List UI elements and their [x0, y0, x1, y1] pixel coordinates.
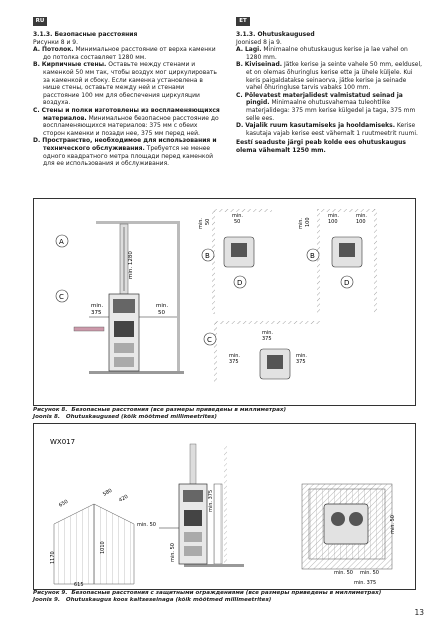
svg-text:min.: min. — [156, 303, 169, 309]
svg-text:min.: min. — [328, 213, 340, 219]
svg-text:100: 100 — [328, 219, 338, 225]
dim-min-375-left: min. — [91, 303, 104, 309]
ru-item-b: B. Кирпичные стены. Оставьте между стенами и каменкой 50 мм так, чтобы воздух мог циркулировать за каменкой и сбоку. Если каменка установлена в нише стены, оставьте между ней и стенами расстояние 100 мм для обеспечения циркуляции воздуха. — [33, 61, 217, 107]
label-B-2: B — [310, 252, 315, 260]
lang-tag-ru: RU — [33, 17, 47, 26]
figure-9 — [33, 423, 416, 590]
floor — [89, 371, 184, 374]
label-C-side: C — [59, 293, 64, 301]
svg-text:min.: min. — [296, 353, 308, 359]
dim-375-left: 375 — [91, 310, 102, 316]
dim-min-50-side: min. 50 — [137, 522, 156, 528]
ru-item-c: C. Стены и полки изготовлены из воспламеняющихся материалов. Минимальное безопасное расстояние до воспламеняющихся материалов: 375 мм с обеих сторон каменки и позади нее, 375 мм перед ней. — [33, 106, 220, 137]
dim-50-right: 50 — [158, 310, 165, 316]
figure-8-drawing — [34, 199, 415, 405]
ceiling — [96, 221, 180, 224]
figure-9-drawing — [34, 424, 415, 589]
back-wall — [177, 221, 180, 371]
svg-text:min.: min. — [232, 213, 244, 219]
dim-min-50-top: min. 50 — [334, 570, 353, 576]
stove-top-fig9 — [324, 504, 368, 544]
svg-text:1010: 1010 — [100, 541, 106, 554]
svg-text:615: 615 — [74, 582, 84, 588]
page-number: 13 — [414, 608, 424, 617]
figure-9-caption: Рисунок 9. Безопасные расстояния с защитными ограждениями (все размеры приведены в миллиметрах) Joonis 9. Ohutuskaugus koos kaitseseinaga (kõik mõõtmed millimeetrites) — [33, 590, 382, 604]
dim-min-375-top: min. 375 — [354, 580, 377, 586]
et-item-d: D. Vajalik ruum kasutamiseks ja hooldamiseks. Kerise kasutaja vajab kerise eest vähemalt 1 ruutmeetrit ruumi. — [236, 122, 418, 137]
svg-text:50: 50 — [205, 218, 211, 225]
label-D-2: D — [344, 279, 350, 287]
svg-text:min. 50: min. 50 — [390, 515, 396, 534]
svg-text:375: 375 — [229, 359, 239, 365]
dim-min-50-vertical: min. 50 — [170, 543, 176, 562]
label-D-1: D — [237, 279, 243, 287]
svg-text:min.: min. — [262, 330, 274, 336]
svg-text:min. 50: min. 50 — [360, 570, 379, 576]
label-C-top: C — [207, 336, 212, 344]
et-legal-note: Eestí seaduste järgi peab kolde ees ohutuskaugus olema vähemalt 1250 mm. — [236, 139, 406, 154]
et-column — [236, 31, 424, 155]
et-item-a: A. Lagi. Minimaalne ohutuskaugus kerise ja lae vahel on 1280 mm. — [236, 46, 408, 61]
ru-section-subtitle: Рисунки 8 и 9. — [33, 38, 78, 46]
svg-text:420: 420 — [118, 493, 130, 504]
lang-tag-et: ET — [236, 17, 250, 26]
et-section-title: 3.1.3. Ohutuskaugused — [236, 31, 315, 38]
svg-text:100: 100 — [305, 217, 311, 227]
ru-item-d: D. Пространство, необходимое для использования и технического обслуживания. Требуется не менее одного квадратного метра площади перед каменкой для ее использования и обслуживания. — [33, 137, 217, 168]
svg-text:375: 375 — [296, 359, 306, 365]
label-A: A — [59, 238, 64, 246]
dim-1280: min. 1280 — [128, 251, 134, 279]
svg-text:min.: min. — [298, 217, 304, 229]
svg-text:650: 650 — [58, 498, 70, 509]
svg-text:50: 50 — [234, 219, 241, 225]
ru-column — [33, 31, 221, 168]
et-section-subtitle: Joonised 8 ja 9. — [236, 38, 282, 46]
et-item-c: C. Põlevatest materjalidest valmistatud seinad ja pingid. Minimaalne ohutusvahemaa tuleohtlike materjalidega: 375 mm kerise külgedel ja taga, 375 mm selle ees. — [236, 91, 416, 122]
figure-8-caption: Рисунок 8. Безопасные расстояния (все размеры приведены в миллиметрах) Joonis 8. Ohutuskaugused (kõik mõõtmed millimeetrites) — [33, 407, 287, 421]
svg-text:375: 375 — [262, 336, 272, 342]
svg-text:min.: min. — [229, 353, 241, 359]
svg-text:580: 580 — [102, 487, 114, 498]
svg-text:min.: min. — [198, 217, 204, 229]
dim-min-375-vertical: min. 375 — [208, 489, 214, 512]
ru-section-title: 3.1.3. Безопасные расстояния — [33, 31, 138, 38]
svg-text:min.: min. — [356, 213, 368, 219]
figure-8 — [33, 198, 416, 406]
svg-text:1170: 1170 — [50, 551, 56, 564]
model-label: WX017 — [50, 438, 76, 446]
label-B-1: B — [205, 252, 210, 260]
ru-item-a: A. Потолок. Минимальное расстояние от верха каменки до потолка составляет 1280 мм. — [33, 46, 216, 61]
svg-text:100: 100 — [356, 219, 366, 225]
et-item-b: B. Kiviseinad. Jätke kerise ja seinte vahele 50 mm, eeldusel, et on olemas õhuringlus kerise ette ja ühele küljele. Kui keris paigaldatakse seinaorva, jätke kerise ja seinade vahel õhuringluse tarvis vabaks 100 mm. — [236, 61, 423, 92]
